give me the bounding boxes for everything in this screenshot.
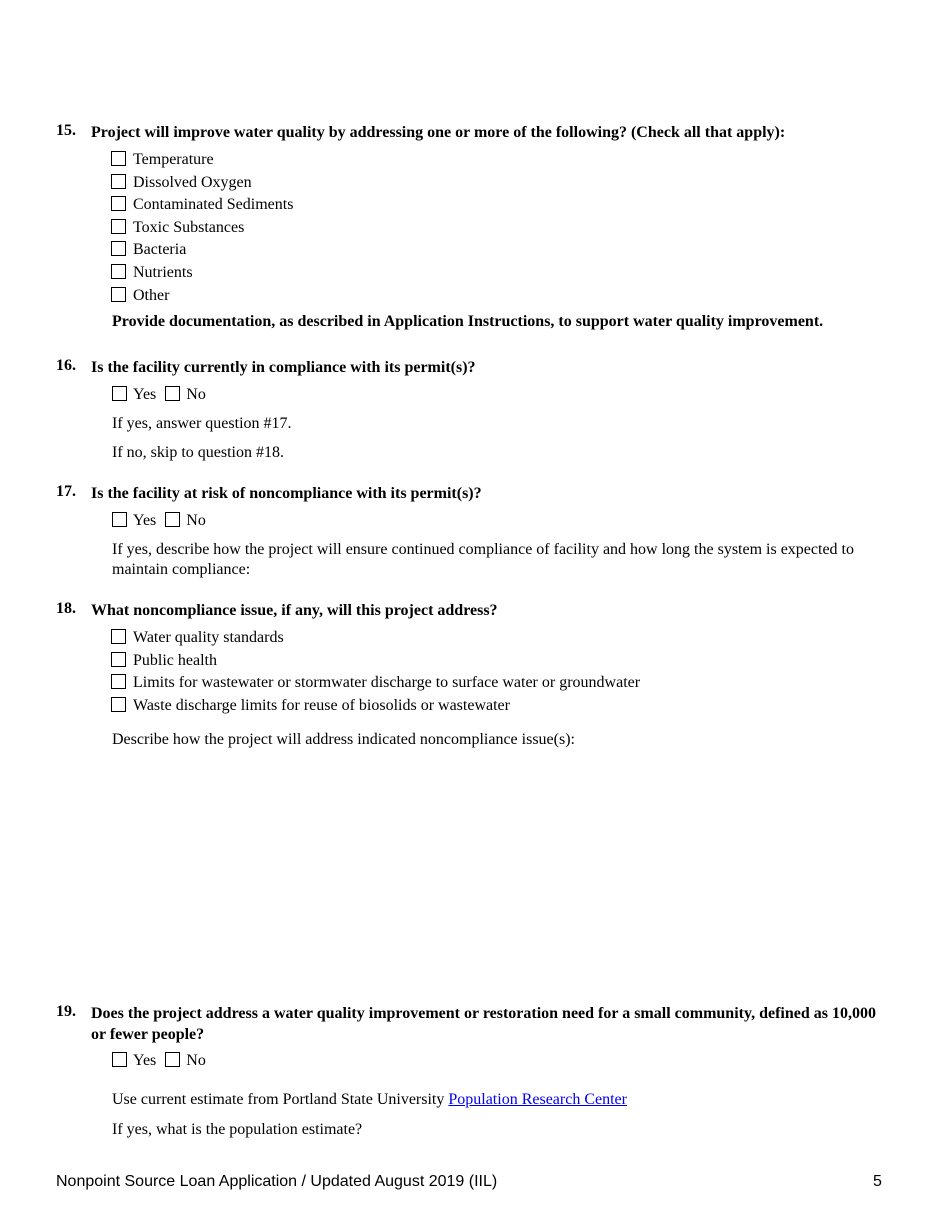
checkbox[interactable] xyxy=(111,241,126,256)
checkbox[interactable] xyxy=(111,151,126,166)
q18-option-discharge-limits[interactable] xyxy=(111,673,640,693)
q15-option-other[interactable] xyxy=(111,286,169,306)
checkbox[interactable] xyxy=(111,652,126,667)
q16-yes-label: Yes xyxy=(133,386,157,403)
option-label: Toxic Substances xyxy=(133,219,245,236)
q18-option-water-quality-standards[interactable] xyxy=(111,628,284,648)
checkbox[interactable] xyxy=(111,629,126,644)
q18-question: What noncompliance issue, if any, will this project address? xyxy=(91,602,498,619)
q17-no-checkbox[interactable] xyxy=(165,512,180,527)
option-label: Nutrients xyxy=(133,264,193,281)
q17-number: 17. xyxy=(56,483,76,500)
q17-yes-checkbox[interactable] xyxy=(112,512,127,527)
q19-population-question: If yes, what is the population estimate? xyxy=(112,1121,363,1138)
q16-no-checkbox[interactable] xyxy=(165,386,180,401)
q15-option-nutrients[interactable] xyxy=(111,263,193,283)
checkbox[interactable] xyxy=(111,219,126,234)
q18-option-waste-discharge-limits[interactable] xyxy=(111,696,510,716)
checkbox[interactable] xyxy=(111,174,126,189)
q17-yes-no xyxy=(112,511,206,531)
option-label: Bacteria xyxy=(133,241,187,258)
q19-estimate-line xyxy=(112,1090,627,1110)
q16-number: 16. xyxy=(56,357,76,374)
q15-number: 15. xyxy=(56,122,76,139)
q15-option-temperature[interactable] xyxy=(111,150,214,170)
q15-option-toxic-substances[interactable] xyxy=(111,218,244,238)
q15-documentation-note: Provide documentation, as described in Application Instructions, to support water quality improvement. xyxy=(112,313,824,330)
q16-no-label: No xyxy=(186,386,206,403)
checkbox[interactable] xyxy=(111,287,126,302)
option-label: Dissolved Oxygen xyxy=(133,174,252,191)
q16-yes-checkbox[interactable] xyxy=(112,386,127,401)
option-label: Water quality standards xyxy=(133,629,284,646)
q16-yes-no xyxy=(112,385,206,405)
option-label: Limits for wastewater or stormwater discharge to surface water or groundwater xyxy=(133,674,641,691)
q19-yes-no xyxy=(112,1051,206,1071)
footer-text: Nonpoint Source Loan Application / Updated August 2019 (IIL) xyxy=(56,1173,498,1190)
q15-question: Project will improve water quality by addressing one or more of the following? (Check all that apply): xyxy=(91,124,786,141)
q18-describe-prompt: Describe how the project will address indicated noncompliance issue(s): xyxy=(112,731,575,748)
population-research-center-link[interactable]: Population Research Center xyxy=(448,1091,627,1108)
checkbox[interactable] xyxy=(111,674,126,689)
option-label: Contaminated Sediments xyxy=(133,196,294,213)
q17-question: Is the facility at risk of noncompliance with its permit(s)? xyxy=(91,485,482,502)
q19-number: 19. xyxy=(56,1003,76,1020)
option-label: Public health xyxy=(133,652,217,669)
q19-estimate-prefix: Use current estimate from Portland State University xyxy=(112,1091,449,1108)
q19-question: Does the project address a water quality improvement or restoration need for a small community, defined as 10,000 or fewer people? xyxy=(91,1005,876,1043)
q16-question: Is the facility currently in compliance with its permit(s)? xyxy=(91,359,476,376)
q15-option-contaminated-sediments[interactable] xyxy=(111,195,293,215)
q16-instruction-yes: If yes, answer question #17. xyxy=(112,415,292,432)
q16-instruction-no: If no, skip to question #18. xyxy=(112,444,284,461)
q19-no-checkbox[interactable] xyxy=(165,1052,180,1067)
checkbox[interactable] xyxy=(111,264,126,279)
q17-yes-label: Yes xyxy=(133,512,157,529)
option-label: Temperature xyxy=(133,151,214,168)
option-label: Other xyxy=(133,287,170,304)
q18-option-public-health[interactable] xyxy=(111,651,217,671)
q17-no-label: No xyxy=(186,512,206,529)
q19-yes-checkbox[interactable] xyxy=(112,1052,127,1067)
q19-no-label: No xyxy=(186,1052,206,1069)
q15-option-dissolved-oxygen[interactable] xyxy=(111,173,252,193)
checkbox[interactable] xyxy=(111,196,126,211)
checkbox[interactable] xyxy=(111,697,126,712)
q17-description: If yes, describe how the project will ensure continued compliance of facility and how long the system is expected to maintain compliance: xyxy=(112,541,854,578)
q19-yes-label: Yes xyxy=(133,1052,157,1069)
page-number: 5 xyxy=(873,1173,882,1190)
q18-number: 18. xyxy=(56,600,76,617)
option-label: Waste discharge limits for reuse of biosolids or wastewater xyxy=(133,697,510,714)
q15-option-bacteria[interactable] xyxy=(111,240,186,260)
